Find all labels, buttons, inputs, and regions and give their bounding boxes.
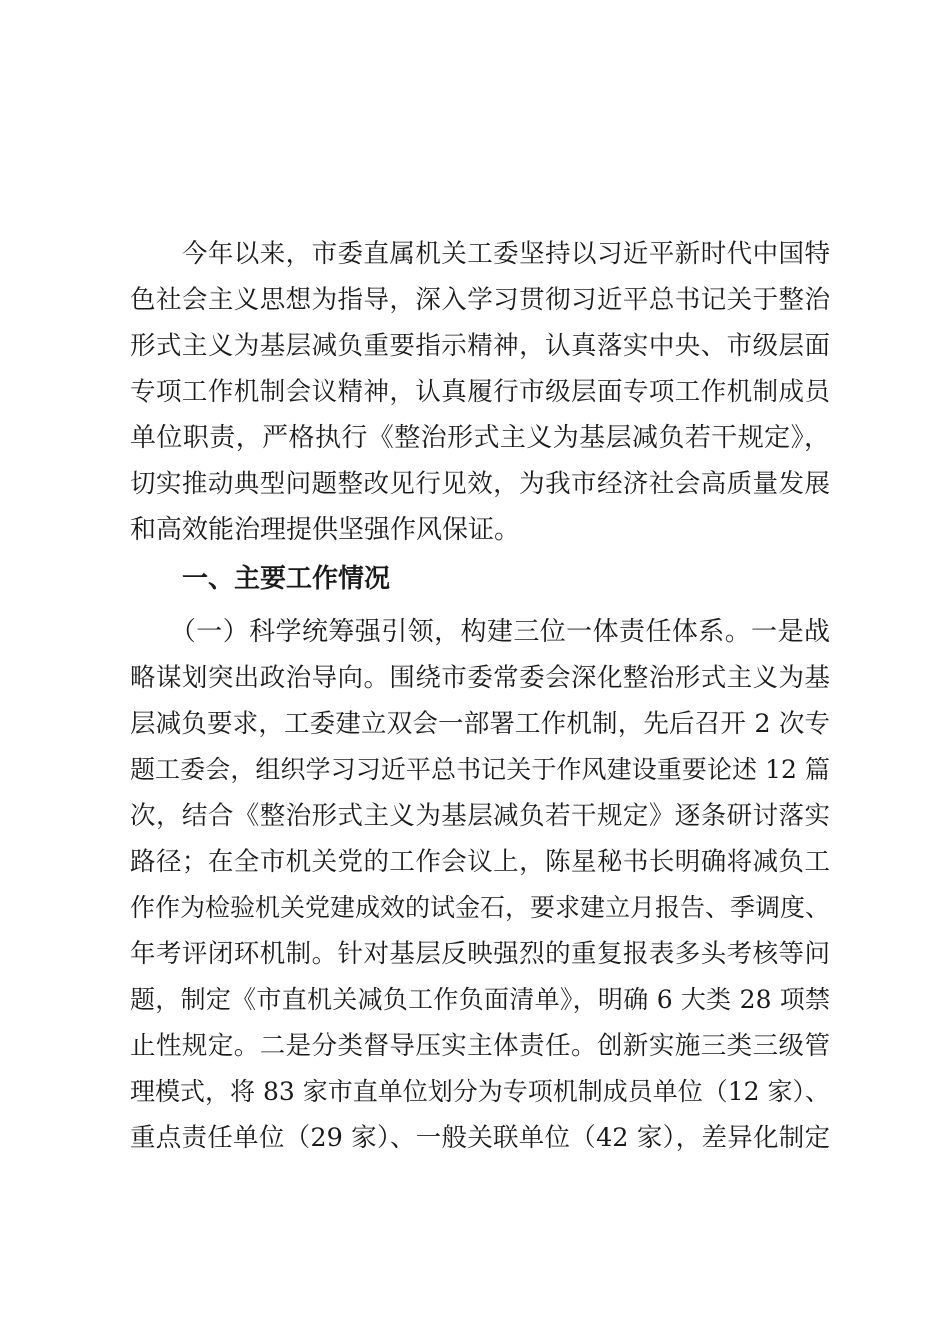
section-paragraph-line: 题，制定《市直机关减负工作负面清单》，明确 6 大类 28 项禁 xyxy=(130,985,830,1014)
intro-paragraph-line: 单位职责，严格执行《整治形式主义为基层减负若干规定》， xyxy=(130,423,830,453)
intro-paragraph-line: 和高效能治理提供坚强作风保证。 xyxy=(130,515,521,545)
section-paragraph-line: 题工委会，组织学习习近平总书记关于作风建设重要论述 12 篇 xyxy=(130,755,830,784)
section-paragraph-line: 次，结合《整治形式主义为基层减负若干规定》逐条研讨落实 xyxy=(130,801,830,831)
section-paragraph-line: 略谋划突出政治导向。围绕市委常委会深化整治形式主义为基 xyxy=(130,663,830,693)
section-paragraph-line: 理模式，将 83 家市直单位划分为专项机制成员单位（12 家）、 xyxy=(130,1077,830,1106)
section-paragraph-line: 层减负要求，工委建立双会一部署工作机制，先后召开 2 次专 xyxy=(130,709,830,739)
intro-paragraph-line: 专项工作机制会议精神，认真履行市级层面专项工作机制成员 xyxy=(130,377,830,407)
section-paragraph-line: （一）科学统筹强引领，构建三位一体责任体系。一是战 xyxy=(130,617,830,647)
intro-paragraph-line: 今年以来，市委直属机关工委坚持以习近平新时代中国特 xyxy=(130,239,830,269)
intro-paragraph-line: 切实推动典型问题整改见行见效，为我市经济社会高质量发展 xyxy=(130,469,830,499)
section-paragraph-line: 年考评闭环机制。针对基层反映强烈的重复报表多头考核等问 xyxy=(130,939,830,969)
section-paragraph-line: 止性规定。二是分类督导压实主体责任。创新实施三类三级管 xyxy=(130,1031,830,1061)
section-heading: 一、主要工作情况 xyxy=(130,564,391,594)
section-paragraph-line: 重点责任单位（29 家）、一般关联单位（42 家），差异化制定 xyxy=(130,1123,830,1153)
section-paragraph-line: 作作为检验机关党建成效的试金石，要求建立月报告、季调度、 xyxy=(130,893,831,922)
intro-paragraph-line: 色社会主义思想为指导，深入学习贯彻习近平总书记关于整治 xyxy=(130,285,830,315)
intro-paragraph-line: 形式主义为基层减负重要指示精神，认真落实中央、市级层面 xyxy=(130,331,830,361)
section-paragraph-line: 路径；在全市机关党的工作会议上，陈星秘书长明确将减负工 xyxy=(130,847,830,877)
